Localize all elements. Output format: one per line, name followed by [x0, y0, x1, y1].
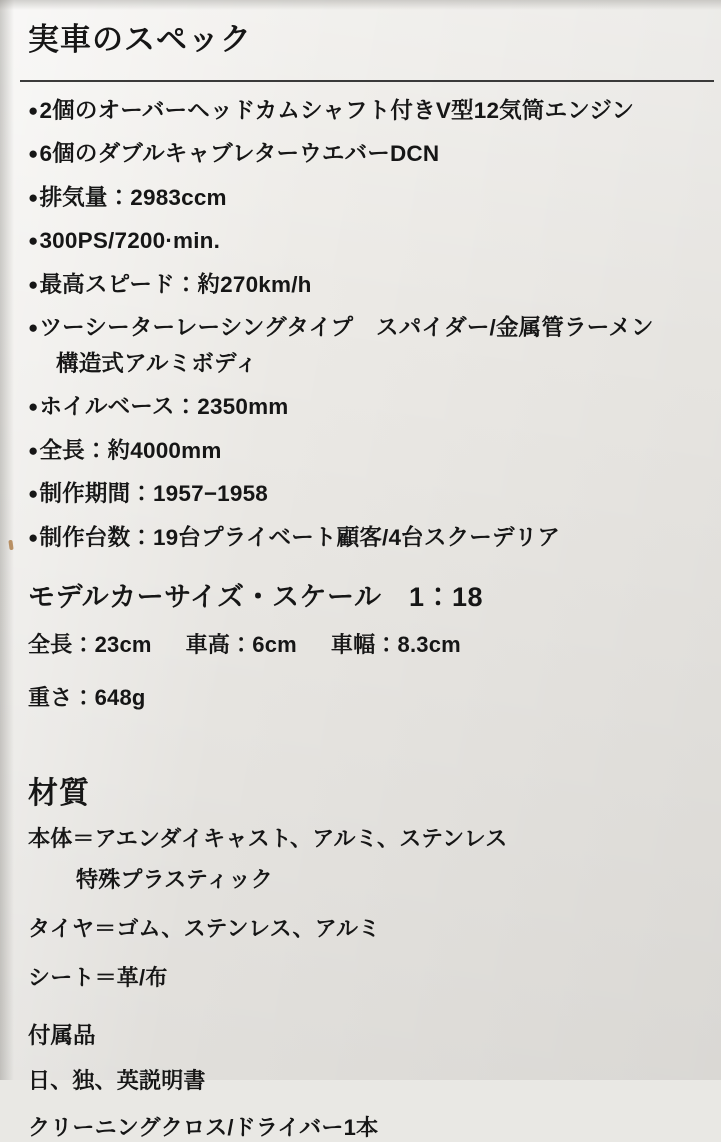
- spec-item-text: 構造式アルミボディ: [56, 350, 258, 376]
- bullet-icon: ●: [28, 187, 39, 207]
- spec-item-text: 300PS/7200·min.: [39, 228, 221, 254]
- bullet-icon: ●: [28, 318, 39, 338]
- accessory-line: 日、独、英説明書: [28, 1068, 206, 1094]
- accessory-heading: 付属品: [28, 1023, 96, 1049]
- spec-item-text: ツーシーターレーシングタイプ スパイダー/金属管ラーメン: [39, 315, 654, 341]
- spec-item-text: 全長：約4000mm: [39, 437, 222, 463]
- spec-item-text: 排気量：2983ccm: [39, 184, 227, 210]
- material-line: シート＝革/布: [28, 965, 168, 991]
- material-heading: 材質: [28, 777, 90, 811]
- page-title: 実車のスペック: [28, 22, 252, 57]
- accessory-line: クリーニングクロス/ドライバー1本: [28, 1115, 379, 1141]
- spec-item-text: 2個のオーバーヘッドカムシャフト付きV型12気筒エンジン: [39, 97, 635, 123]
- bullet-icon: ●: [28, 144, 39, 164]
- bullet-icon: ●: [28, 440, 39, 460]
- model-dimensions: [28, 628, 701, 659]
- spec-list: [28, 97, 701, 550]
- bullet-icon: ●: [28, 274, 39, 294]
- spec-item: [28, 271, 701, 297]
- spec-item-text: 最高スピード：約270km/h: [39, 271, 312, 297]
- spec-item-text: 制作期間：1957−1958: [39, 481, 269, 507]
- bullet-icon: ●: [28, 527, 39, 547]
- spec-item: [28, 184, 701, 210]
- spec-item-text: ホイルベース：2350mm: [39, 394, 289, 420]
- bullet-icon: ●: [28, 231, 39, 251]
- spec-item: [28, 396, 701, 419]
- model-weight: 重さ：648g: [28, 685, 146, 711]
- spec-item: [28, 437, 701, 463]
- model-scale-heading: モデルカーサイズ・スケール 1：18: [28, 582, 483, 613]
- spec-item-continuation: [56, 350, 701, 376]
- spec-item: [28, 524, 701, 550]
- bullet-icon: ●: [28, 397, 39, 417]
- bullet-icon: ●: [28, 484, 39, 504]
- title-divider: [20, 80, 714, 82]
- spec-item: [28, 97, 701, 123]
- material-line-continuation: 特殊プラスティック: [76, 867, 273, 893]
- model-length: 全長：23cm: [28, 632, 152, 658]
- spec-item: [28, 230, 701, 253]
- spec-item: [28, 317, 701, 340]
- material-line: タイヤ＝ゴム、ステンレス、アルミ: [28, 916, 381, 942]
- spec-item-text: 6個のダブルキャブレターウエバーDCN: [39, 141, 440, 167]
- material-line: 本体＝アエンダイキャスト、アルミ、ステンレス: [28, 826, 508, 852]
- model-width: 車幅：8.3cm: [330, 632, 461, 658]
- model-height: 車高：6cm: [185, 632, 297, 658]
- spec-item: [28, 143, 701, 166]
- spec-item: [28, 483, 701, 506]
- bullet-icon: ●: [28, 100, 39, 120]
- spec-item-text: 制作台数：19台プライベート顧客/4台スクーデリア: [39, 524, 561, 550]
